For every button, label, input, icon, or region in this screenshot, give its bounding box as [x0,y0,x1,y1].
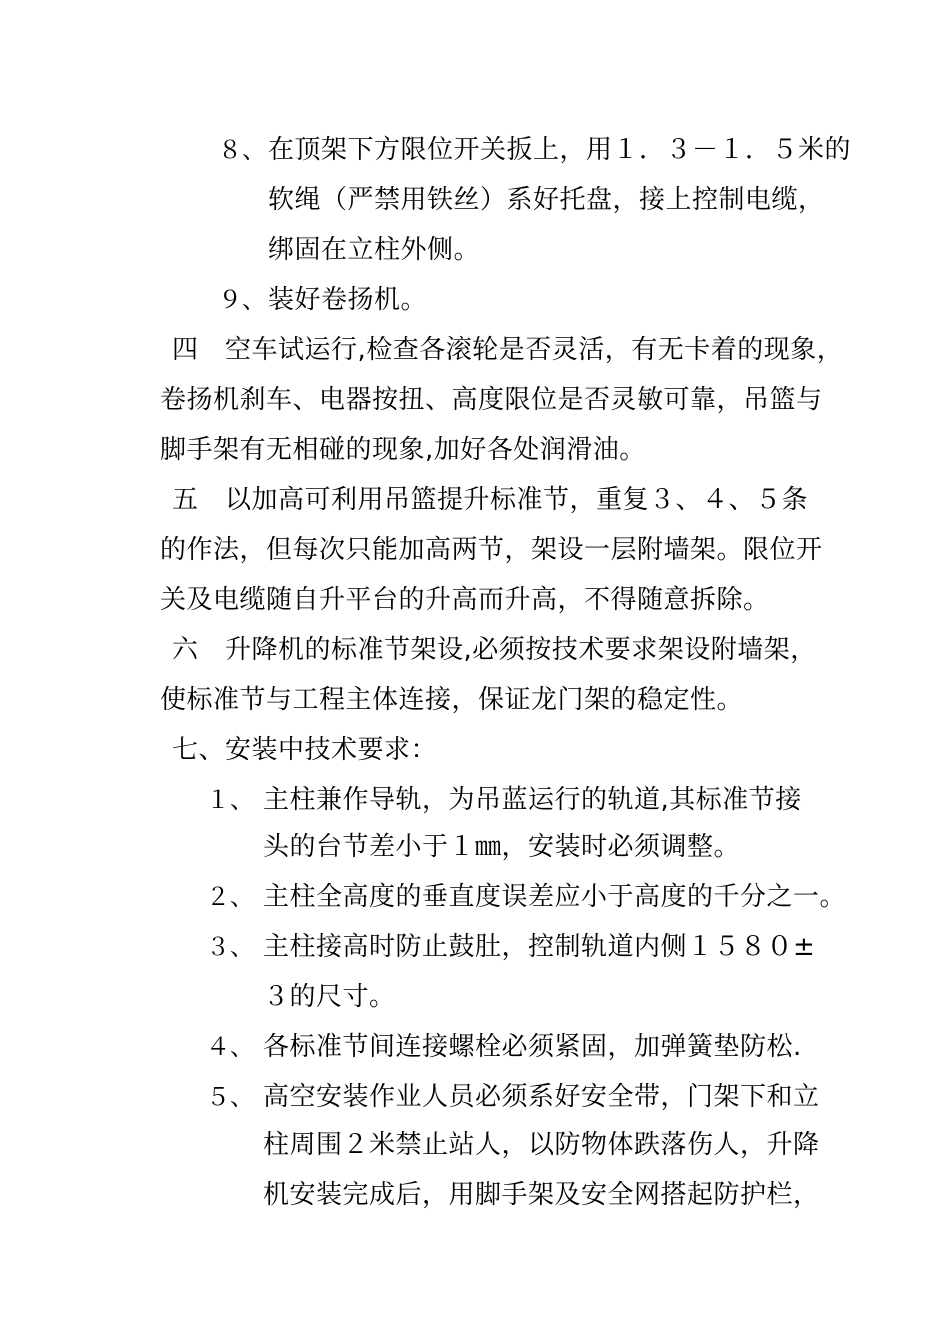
req-1-line-1: 主柱兼作导轨，为吊蓝运行的轨道,其标准节接 [263,785,802,815]
req-5-number: ５、 [206,1083,254,1111]
req-1-line-2: 头的台节差小于１㎜，安装时必须调整。 [263,832,741,862]
section-6-line-1: 六 升降机的标准节架设,必须按技术要求架设附墙架， [172,635,817,665]
item-8-line-3: 绑固在立柱外侧。 [268,235,481,265]
section-7-heading: 七、安装中技术要求： [172,735,438,765]
section-5-line-1: 五 以加高可利用吊篮提升标准节，重复３、４、５条 [172,485,809,515]
req-1-number: １、 [206,786,254,814]
req-3-number: ３、 [206,933,254,961]
section-5-line-3: 关及电缆随自升平台的升高而升高，不得随意拆除。 [160,585,770,615]
req-5-line-2: 柱周围２米禁止站人，以防物体跌落伤人，升降 [263,1130,820,1160]
item-8-line-1: 在顶架下方限位开关扳上，用１．３－１．５米的 [268,135,852,165]
req-4-number: ４、 [206,1033,254,1061]
req-5-line-1: 高空安装作业人员必须系好安全带，门架下和立 [263,1082,820,1112]
item-9-number: ９、 [218,286,266,314]
req-3-line-1: 主柱接高时防止鼓肚，控制轨道内侧１５８０± [263,932,816,962]
item-8-line-2: 软绳（严禁用铁丝）系好托盘，接上控制电缆， [268,185,825,215]
section-6-line-2: 使标准节与工程主体连接，保证龙门架的稳定性。 [160,685,744,715]
req-4-line-1: 各标准节间连接螺栓必须紧固，加弹簧垫防松. [263,1032,802,1062]
req-2-number: ２、 [206,883,254,911]
section-4-line-3: 脚手架有无相碰的现象,加好各处润滑油。 [160,435,646,465]
req-5-line-3: 机安装完成后，用脚手架及安全网搭起防护栏， [263,1180,820,1210]
req-2-line-1: 主柱全高度的垂直度误差应小于高度的千分之一。 [263,882,847,912]
section-4-line-2: 卷扬机刹车、电器按扭、高度限位是否灵敏可靠，吊篮与 [160,385,823,415]
req-3-line-2: ３的尺寸。 [263,982,396,1012]
section-5-line-2: 的作法，但每次只能加高两节，架设一层附墙架。限位开 [160,535,823,565]
section-4-line-1: 四 空车试运行,检查各滚轮是否灵活，有无卡着的现象， [172,335,844,365]
item-8-number: ８、 [218,136,266,164]
item-9-line-1: 装好卷扬机。 [268,285,428,315]
